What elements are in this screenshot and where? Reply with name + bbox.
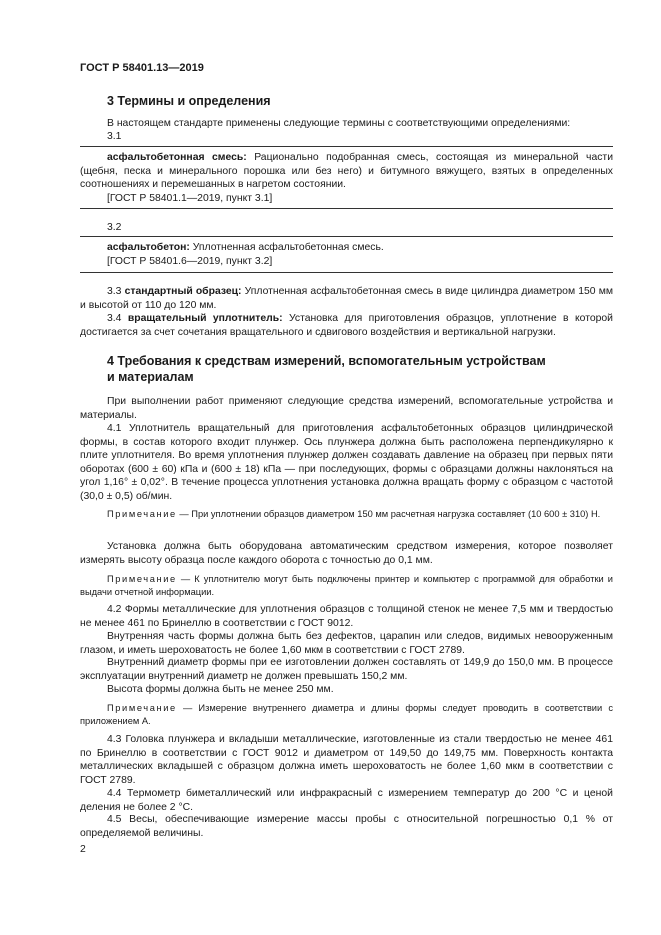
term-3-1-text: Рационально подобранная смесь, состоящая из минеральной части (щебня, песка и минерального порошка или без него) и битумного вяжущего, взятых в определенных соотношениях и перемешанных в нагретом состоянии. [80,152,613,191]
paragraph-automatic-measurement: Установка должна быть оборудована автоматическим средством измерения, которое позволяет измерять высоту образца после каждого оборота с точностью до 0,1 мм. [80,541,613,566]
note-1 [80,508,613,521]
note-2-text: — К уплотнителю могут быть подключены принтер и компьютер с программой для обработки и выдачи отчетной информации. [80,574,613,597]
term-3-2-number: 3.2 [107,222,122,233]
section-3-intro: В настоящем стандарте применены следующие термины с соответствующими определениями: [107,118,571,129]
term-3-2-box [80,236,613,273]
section-4-title-line2: и материалам [107,370,194,384]
term-3-1-term: асфальтобетонная смесь: [107,152,247,163]
paragraph-form-height: Высота формы должна быть не менее 250 мм. [107,684,334,695]
paragraph-4-4: 4.4 Термометр биметаллический или инфракрасный с измерением температур до 200 °С и ценой деления не более 2 °С. [80,788,613,813]
section-4-intro: При выполнении работ применяют следующие средства измерений, вспомогательные устройства и материалы. [80,396,613,421]
term-3-1-box [80,146,613,209]
note-1-text: — При уплотнении образцов диаметром 150 мм расчетная нагрузка составляет (10 600 ± 310) Н. [176,509,601,519]
term-3-4 [80,312,613,339]
term-3-4-number: 3.4 [107,313,128,324]
term-3-1-number: 3.1 [107,131,122,142]
note-2 [80,573,613,598]
term-3-3-text: Уплотненная асфальтобетонная смесь в виде цилиндра диаметром 150 мм и высотой от 110 до 120 мм. [80,286,613,311]
note-3-text: — Измерение внутреннего диаметра и длины формы следует проводить в соответствии с приложением А. [80,703,613,726]
paragraph-4-3: 4.3 Головка плунжера и вкладыши металлические, изготовленные из стали твердостью не менее 461 по Бринеллю в соответствии с ГОСТ 9012 и диаметром от 149,50 до 149,75 мм. Поверхность контакта металлических вкладышей с образцом должна иметь шероховатость не более 1,60 мкм в соответствии с ГОСТ 2789. [80,734,613,786]
term-3-3 [80,285,613,312]
term-3-4-term: вращательный уплотнитель: [127,313,283,324]
term-3-1-reference: [ГОСТ Р 58401.1—2019, пункт 3.1] [107,193,273,204]
term-3-3-number: 3.3 [107,286,125,297]
document-header: ГОСТ Р 58401.13—2019 [80,62,204,74]
term-3-4-text: Установка для приготовления образцов, уплотнение в которой достигается за счет сочетания вращательного и сдвигового воздействия и вертикальной нагрузки. [80,313,613,338]
paragraph-form-inner: Внутренняя часть формы должна быть без дефектов, царапин или следов, видимых невооруженным глазом, и иметь шероховатость не более 1,60 мкм в соответствии с ГОСТ 2789. [80,631,613,656]
term-3-2-text: Уплотненная асфальтобетонная смесь. [189,242,384,253]
term-3-2-reference: [ГОСТ Р 58401.6—2019, пункт 3.2] [107,256,273,267]
note-3 [80,702,613,727]
paragraph-form-diameter: Внутренний диаметр формы при ее изготовлении должен составлять от 149,9 до 150,0 мм. В процессе эксплуатации внутренний диаметр не должен превышать 150,2 мм. [80,657,613,682]
note-2-label: Примечание [107,574,177,584]
term-3-2-term: асфальтобетон: [107,242,190,253]
paragraph-4-2: 4.2 Формы металлические для уплотнения образцов с толщиной стенок не менее 7,5 мм и твердостью не менее 461 по Бринеллю в соответствии с ГОСТ 9012. [80,604,613,629]
section-3-title: 3 Термины и определения [107,94,271,108]
page-number: 2 [80,844,86,855]
note-3-label: Примечание [107,703,177,713]
term-3-3-term: стандартный образец: [124,286,242,297]
term-3-1-definition [80,151,613,192]
section-4-title [107,353,546,385]
section-4-title-line1: 4 Требования к средствам измерений, вспомогательным устройствам [107,354,546,368]
term-3-2-definition [80,241,613,255]
paragraph-4-5: 4.5 Весы, обеспечивающие измерение массы пробы с относительной погрешностью 0,1 % от определяемой величины. [80,814,613,839]
paragraph-4-1: 4.1 Уплотнитель вращательный для приготовления асфальтобетонных образцов цилиндрической формы, в состав которого входит плунжер. Ось плунжера должна быть расположена перпендикулярно к плите уплотнителя. Во время уплотнения плунжер должен создавать давление на образец при первых пяти оборотах (600 ± 60) кПа и (600 ± 18) кПа — при последующих, формы с образцами должны наклоняться на угол 1,16° ± 0,02°. В течение процесса уплотнения установка должна вращать форму с образцом с частотой (30,0 ± 0,5) об/мин. [80,423,613,502]
note-1-label: Примечание [107,509,177,519]
